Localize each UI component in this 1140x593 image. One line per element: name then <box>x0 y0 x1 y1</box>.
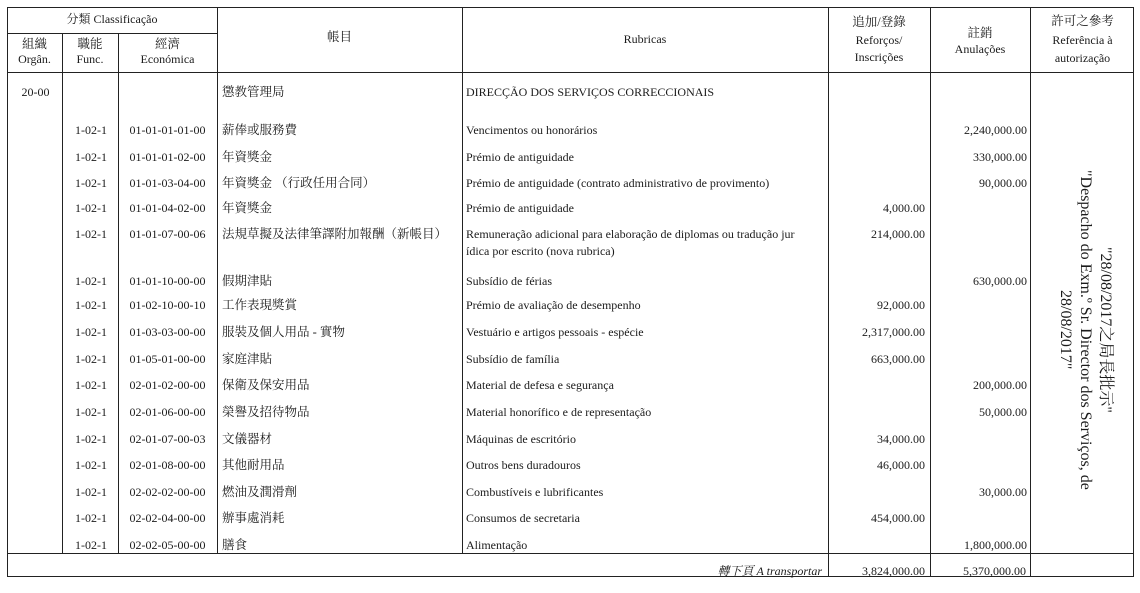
economic-code: 01-05-01-00-00 <box>129 352 206 366</box>
header-referencia-pt2: autorização <box>1054 51 1111 65</box>
anulacao-amount: 30,000.00 <box>979 485 1027 499</box>
rubrica-pt: Máquinas de escritório <box>466 432 576 446</box>
table-rule <box>62 33 63 553</box>
anulacao-amount: 200,000.00 <box>973 378 1027 392</box>
header-referencia-pt1: Referência à <box>1052 33 1113 47</box>
economic-code: 02-02-04-00-00 <box>129 511 206 525</box>
table-row <box>0 297 1140 313</box>
account-name-zh: 燃油及潤滑劑 <box>222 485 298 499</box>
reforco-amount: 2,317,000.00 <box>862 325 925 339</box>
account-name-zh: 其他耐用品 <box>222 458 285 472</box>
header-reforcos-pt2: Inscrições <box>854 50 904 64</box>
rubrica-pt: Prémio de antiguidade <box>466 201 574 215</box>
economic-code: 01-02-10-00-10 <box>129 298 206 312</box>
function-code: 1-02-1 <box>75 432 107 446</box>
header-econ-zh: 經濟 <box>154 37 180 51</box>
function-code: 1-02-1 <box>75 458 107 472</box>
header-organ-pt: Orgân. <box>18 52 51 66</box>
rubrica-pt: Prémio de antiguidade (contrato administrativo de provimento) <box>466 176 770 190</box>
economic-code: 02-01-07-00-03 <box>129 432 206 446</box>
total-anulacoes: 5,370,000.00 <box>963 564 1026 578</box>
economic-code: 02-02-05-00-00 <box>129 538 206 552</box>
economic-code: 01-03-03-00-00 <box>129 325 206 339</box>
function-code: 1-02-1 <box>75 538 107 552</box>
rubrica-pt: Subsídio de férias <box>466 274 552 288</box>
header-econ-pt: Económica <box>140 52 195 66</box>
function-code: 1-02-1 <box>75 485 107 499</box>
rubrica-pt: Alimentação <box>466 538 528 552</box>
reforco-amount: 454,000.00 <box>871 511 925 525</box>
reforco-amount: 4,000.00 <box>883 201 925 215</box>
table-row <box>0 404 1140 420</box>
economic-code: 01-01-07-00-06 <box>129 227 206 241</box>
function-code: 1-02-1 <box>75 176 107 190</box>
account-name-zh: 工作表現獎賞 <box>222 298 298 312</box>
header-anulacoes-zh: 註銷 <box>967 26 993 40</box>
reference-line: "28/08/2017之局長批示" <box>1097 247 1114 413</box>
account-name-zh: 薪俸或服務費 <box>222 123 298 137</box>
reference-line: "Despacho do Exm.º Sr. Director dos Serviços, de <box>1077 170 1094 490</box>
total-label <box>470 563 822 579</box>
rubrica-pt: Prémio de antiguidade <box>466 150 574 164</box>
header-rubricas: Rubricas <box>623 32 667 46</box>
organ-code: 20-00 <box>21 85 50 99</box>
header-func-pt: Func. <box>76 52 104 66</box>
economic-code: 02-01-08-00-00 <box>129 458 206 472</box>
total-label-pt: A transportar <box>756 564 822 578</box>
table-row <box>0 324 1140 340</box>
table-rule <box>7 553 1134 554</box>
table-rule <box>7 72 1134 73</box>
anulacao-amount: 1,800,000.00 <box>964 538 1027 552</box>
header-account-zh: 帳目 <box>326 30 352 44</box>
rubrica-pt: Combustíveis e lubrificantes <box>466 485 604 499</box>
function-code: 1-02-1 <box>75 325 107 339</box>
function-code: 1-02-1 <box>75 123 107 137</box>
table-row <box>0 484 1140 500</box>
function-code: 1-02-1 <box>75 201 107 215</box>
header-reforcos-zh: 追加/登錄 <box>852 15 906 29</box>
table-row <box>0 122 1140 138</box>
account-name-zh: 年資獎金 （行政任用合同） <box>222 176 376 190</box>
table-row <box>0 84 1140 100</box>
economic-code: 01-01-04-02-00 <box>129 201 206 215</box>
economic-code: 01-01-03-04-00 <box>129 176 206 190</box>
header-anulacoes-pt: Anulações <box>954 42 1006 56</box>
table-row <box>0 510 1140 526</box>
rubrica-pt: Material de defesa e segurança <box>466 378 614 392</box>
reforco-amount: 214,000.00 <box>871 227 925 241</box>
function-code: 1-02-1 <box>75 378 107 392</box>
account-name-zh: 假期津貼 <box>222 274 273 288</box>
economic-code: 02-01-06-00-00 <box>129 405 206 419</box>
header-referencia-zh: 許可之參考 <box>1051 14 1114 28</box>
anulacao-amount: 330,000.00 <box>973 150 1027 164</box>
header-organ-zh: 組織 <box>21 37 47 51</box>
reference-line: 28/08/2017" <box>1057 290 1074 370</box>
table-row <box>0 537 1140 553</box>
account-name-zh: 懲教管理局 <box>222 85 285 99</box>
account-name-zh: 家庭津貼 <box>222 352 273 366</box>
rubrica-pt: Outros bens duradouros <box>466 458 581 472</box>
table-row <box>0 200 1140 216</box>
reforco-amount: 92,000.00 <box>877 298 925 312</box>
account-name-zh: 服裝及個人用品 - 實物 <box>222 325 345 339</box>
rubrica-pt: DIRECÇÃO DOS SERVIÇOS CORRECCIONAIS <box>466 85 715 99</box>
authorization-reference <box>1055 140 1115 520</box>
function-code: 1-02-1 <box>75 150 107 164</box>
rubrica-pt: Subsídio de família <box>466 352 560 366</box>
anulacao-amount: 90,000.00 <box>979 176 1027 190</box>
table-rule <box>7 33 217 34</box>
rubrica-pt: Remuneração adicional para elaboração de diplomas ou tradução jur <box>466 227 795 241</box>
account-name-zh: 年資獎金 <box>222 201 273 215</box>
table-row <box>0 351 1140 367</box>
reforco-amount: 46,000.00 <box>877 458 925 472</box>
rubrica-pt: Prémio de avaliação de desempenho <box>466 298 641 312</box>
header-classification: 分類 Classificação <box>66 12 158 26</box>
header-func-zh: 職能 <box>77 37 103 51</box>
anulacao-amount: 50,000.00 <box>979 405 1027 419</box>
economic-code: 01-01-01-02-00 <box>129 150 206 164</box>
anulacao-amount: 2,240,000.00 <box>964 123 1027 137</box>
rubrica-pt: Vencimentos ou honorários <box>466 123 598 137</box>
account-name-zh: 膳食 <box>222 538 248 552</box>
economic-code: 01-01-01-01-00 <box>129 123 206 137</box>
function-code: 1-02-1 <box>75 405 107 419</box>
table-row <box>0 457 1140 473</box>
economic-code: 01-01-10-00-00 <box>129 274 206 288</box>
economic-code: 02-02-02-00-00 <box>129 485 206 499</box>
rubrica-pt-line2: ídica por escrito (nova rubrica) <box>466 244 615 258</box>
account-name-zh: 辦事處消耗 <box>222 511 285 525</box>
total-label-zh: 轉下頁 <box>717 564 754 578</box>
account-name-zh: 法規草擬及法律筆譯附加報酬（新帳目） <box>222 227 448 241</box>
table-row <box>0 377 1140 393</box>
function-code: 1-02-1 <box>75 352 107 366</box>
rubrica-pt: Vestuário e artigos pessoais - espécie <box>466 325 644 339</box>
economic-code: 02-01-02-00-00 <box>129 378 206 392</box>
table-row <box>0 273 1140 289</box>
function-code: 1-02-1 <box>75 274 107 288</box>
total-reforcos: 3,824,000.00 <box>862 564 925 578</box>
function-code: 1-02-1 <box>75 227 107 241</box>
rubrica-pt: Material honorífico e de representação <box>466 405 652 419</box>
rubrica-pt: Consumos de secretaria <box>466 511 580 525</box>
account-name-zh: 文儀器材 <box>222 432 273 446</box>
reforco-amount: 663,000.00 <box>871 352 925 366</box>
table-row <box>0 431 1140 447</box>
function-code: 1-02-1 <box>75 511 107 525</box>
account-name-zh: 保衛及保安用品 <box>222 378 310 392</box>
table-row <box>0 149 1140 165</box>
reforco-amount: 34,000.00 <box>877 432 925 446</box>
account-name-zh: 年資獎金 <box>222 150 273 164</box>
table-rule <box>118 33 119 553</box>
table-row <box>0 175 1140 191</box>
table-row <box>0 226 1140 258</box>
anulacao-amount: 630,000.00 <box>973 274 1027 288</box>
account-name-zh: 榮譽及招待物品 <box>222 405 310 419</box>
function-code: 1-02-1 <box>75 298 107 312</box>
header-reforcos-pt1: Reforços/ <box>855 33 903 47</box>
